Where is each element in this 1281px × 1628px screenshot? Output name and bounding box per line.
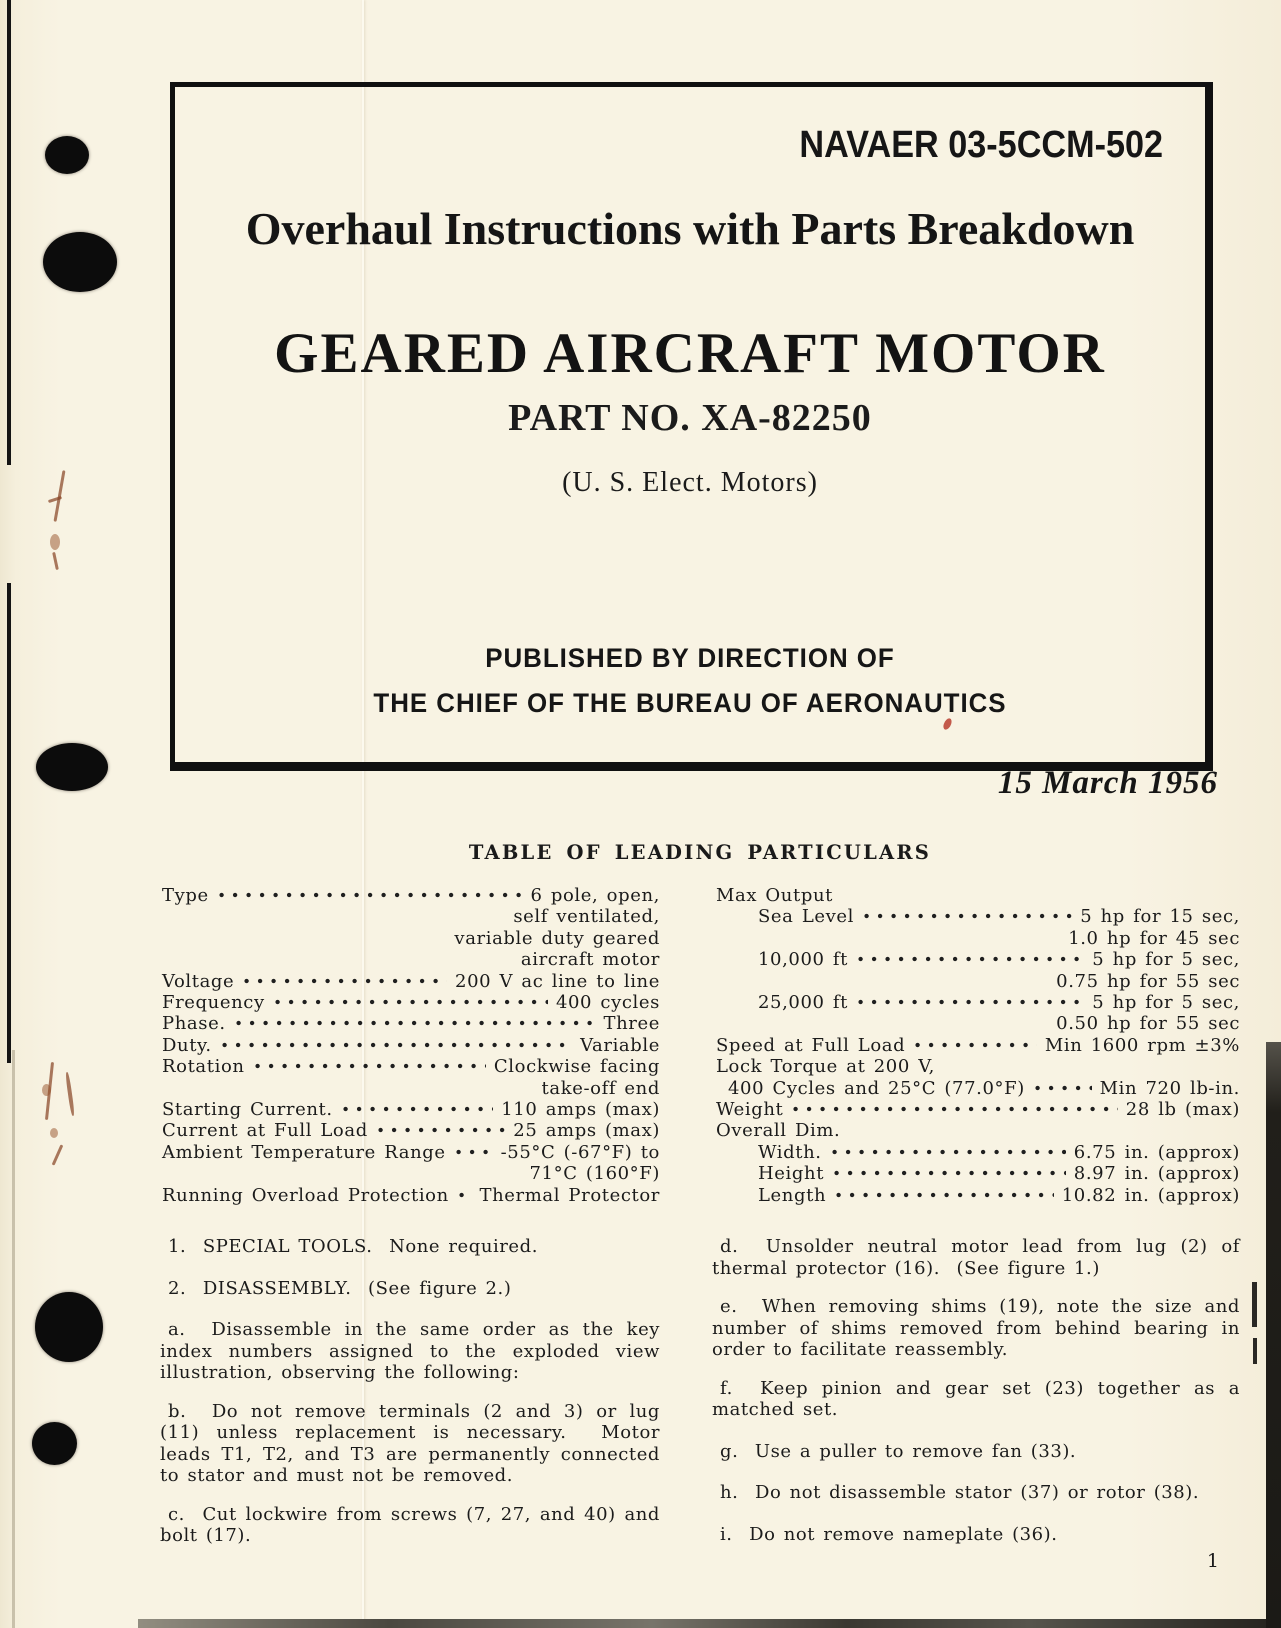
- spec-value: 110 amps (max): [501, 1099, 660, 1121]
- spec-row: [162, 971, 660, 992]
- spec-label: Length: [758, 1184, 827, 1206]
- spec-row: [162, 1120, 660, 1141]
- spec-label: Sea Level: [758, 906, 855, 928]
- scan-artifact: [1252, 1282, 1257, 1327]
- spec-row: [716, 885, 1240, 906]
- spec-label: Current at Full Load: [162, 1120, 368, 1142]
- spec-row: [162, 1142, 660, 1163]
- spec-row: [716, 1078, 1240, 1099]
- spec-row: [716, 1056, 1240, 1077]
- instructions-left-column: [160, 1236, 660, 1564]
- scan-right-edge: [1266, 1042, 1281, 1628]
- spec-label: Ambient Temperature Range: [162, 1141, 446, 1163]
- spec-row: [716, 1035, 1240, 1056]
- instruction-paragraph-i: i. Do not remove nameplate (36).: [720, 1523, 1058, 1545]
- spec-row: [716, 949, 1240, 970]
- publication-date: 15 March 1956: [997, 765, 1218, 801]
- spec-value-cont: variable duty geared: [454, 927, 660, 949]
- spec-label: Weight: [716, 1099, 784, 1121]
- spec-value: Thermal Protector: [479, 1184, 660, 1206]
- spec-label: Max Output: [716, 885, 833, 906]
- spec-value: Variable: [580, 1034, 660, 1056]
- binder-hole: [43, 232, 117, 292]
- spec-label: Frequency: [162, 992, 265, 1014]
- spec-value: 8.97 in. (approx): [1073, 1163, 1240, 1185]
- published-by-line2: THE CHIEF OF THE BUREAU OF AERONAUTICS: [373, 688, 1007, 718]
- ink-stain: [40, 1058, 96, 1174]
- spec-label: Overall Dim.: [716, 1120, 841, 1142]
- spec-label: Running Overload Protection: [162, 1184, 449, 1206]
- scan-left-edge-shadow: [12, 1050, 15, 1628]
- instruction-paragraph-c: c. Cut lockwire from screws (7, 27, and 40) and bolt (17).: [160, 1503, 660, 1546]
- spec-value: -55°C (-67°F) to: [500, 1141, 660, 1163]
- spec-row: [162, 1099, 660, 1120]
- spec-value-cont: aircraft motor: [520, 949, 660, 971]
- ink-stain: [44, 468, 88, 574]
- instruction-paragraph-d: d. Unsolder neutral motor lead from lug (2) of thermal protector (16). (See figure 1.): [712, 1236, 1240, 1279]
- spec-row: [716, 1185, 1240, 1206]
- spec-value: 200 V ac line to line: [455, 970, 660, 992]
- spec-label: Starting Current.: [162, 1099, 333, 1121]
- instruction-paragraph-a: a. Disassemble in the same order as the key index numbers assigned to the exploded view illustration, observing the following:: [160, 1319, 660, 1383]
- spec-row: [716, 1099, 1240, 1120]
- document-title: GEARED AIRCRAFT MOTOR: [274, 322, 1106, 385]
- spec-row: [716, 1142, 1240, 1163]
- spec-value-cont: self ventilated,: [513, 906, 660, 928]
- spec-label: 25,000 ft: [758, 992, 848, 1014]
- spec-label: Type: [162, 885, 209, 906]
- title-box: [170, 82, 1213, 771]
- spec-row: [162, 1185, 660, 1206]
- binder-hole: [32, 1422, 77, 1465]
- spec-row: [162, 992, 660, 1013]
- spec-label: Rotation: [162, 1056, 245, 1078]
- particulars-right-column: [716, 885, 1240, 1206]
- spec-value-cont: 71°C (160°F): [529, 1163, 660, 1185]
- page-number: 1: [1206, 1550, 1220, 1572]
- section-disassembly: 2. DISASSEMBLY. (See figure 2.): [168, 1277, 512, 1299]
- document-subtitle: Overhaul Instructions with Parts Breakdown: [245, 203, 1135, 254]
- spec-label: Duty.: [162, 1034, 212, 1056]
- instruction-paragraph-g: g. Use a puller to remove fan (33).: [720, 1440, 1077, 1462]
- scan-bottom-edge: [138, 1619, 1281, 1628]
- spec-value: 10.82 in. (approx): [1061, 1184, 1240, 1206]
- instruction-paragraph-b: b. Do not remove terminals (2 and 3) or lug (11) unless replacement is necessary. Motor leads T1, T2, and T3 are permanently connected to stator and must not be removed.: [160, 1400, 660, 1486]
- spec-label: 10,000 ft: [758, 949, 848, 971]
- spec-label: Speed at Full Load: [716, 1034, 906, 1056]
- spec-value: 25 amps (max): [513, 1120, 660, 1142]
- spec-row: [716, 1163, 1240, 1184]
- spec-value: 400 cycles: [555, 992, 660, 1014]
- instruction-paragraph-h: h. Do not disassemble stator (37) or rotor (38).: [720, 1482, 1200, 1503]
- binder-hole: [36, 743, 108, 791]
- spec-value: 28 lb (max): [1125, 1099, 1240, 1121]
- spec-row: [162, 885, 660, 906]
- spec-value: 5 hp for 5 sec,: [1092, 949, 1240, 971]
- spec-value: 5 hp for 15 sec,: [1080, 906, 1240, 928]
- spec-label: Width.: [758, 1141, 822, 1163]
- spec-label: Phase.: [162, 1013, 226, 1035]
- spec-value-cont: 0.75 hp for 55 sec: [1056, 970, 1240, 992]
- spec-row: [716, 1120, 1240, 1141]
- spec-label: Lock Torque at 200 V,: [716, 1056, 935, 1078]
- spec-value-cont: 0.50 hp for 55 sec: [1056, 1013, 1240, 1035]
- spec-row: [162, 1013, 660, 1034]
- particulars-heading: TABLE OF LEADING PARTICULARS: [468, 841, 932, 864]
- spec-value: Min 720 lb-in.: [1099, 1077, 1240, 1099]
- particulars-left-column: [162, 885, 660, 1206]
- part-number: PART NO. XA-82250: [508, 397, 872, 439]
- instruction-paragraph-f: f. Keep pinion and gear set (23) together as a matched set.: [712, 1377, 1240, 1420]
- spec-value: 6.75 in. (approx): [1073, 1141, 1240, 1163]
- scan-artifact: [1253, 1338, 1257, 1364]
- published-by-line1: PUBLISHED BY DIRECTION OF: [485, 643, 895, 673]
- scan-left-edge: [7, 583, 11, 1063]
- spec-row: [162, 1056, 660, 1077]
- spec-label: Voltage: [162, 970, 235, 992]
- spec-value-cont: 1.0 hp for 45 sec: [1068, 927, 1240, 949]
- instructions-right-column: [712, 1236, 1240, 1565]
- spec-value: Three: [603, 1013, 660, 1035]
- document-number: NAVAER 03-5CCM-502: [799, 124, 1163, 166]
- section-special-tools: 1. SPECIAL TOOLS. None required.: [168, 1236, 538, 1257]
- spec-label: Height: [758, 1163, 825, 1185]
- spec-row: [716, 906, 1240, 927]
- binder-hole: [35, 1292, 103, 1362]
- spec-row: [162, 1035, 660, 1056]
- manufacturer: (U. S. Elect. Motors): [562, 467, 818, 498]
- instruction-paragraph-e: e. When removing shims (19), note the size and number of shims removed from behind bearing in order to facilitate reassembly.: [712, 1296, 1240, 1360]
- spec-value: 5 hp for 5 sec,: [1092, 992, 1240, 1014]
- spec-row: [716, 992, 1240, 1013]
- spec-value: Min 1600 rpm ±3%: [1044, 1034, 1240, 1056]
- spec-value-cont: take-off end: [541, 1077, 660, 1099]
- spec-value: 6 pole, open,: [530, 885, 660, 906]
- spec-value: Clockwise facing: [493, 1056, 660, 1078]
- binder-hole: [45, 136, 89, 174]
- spec-label: 400 Cycles and 25°C (77.0°F): [728, 1077, 1025, 1099]
- scan-left-edge: [7, 0, 11, 465]
